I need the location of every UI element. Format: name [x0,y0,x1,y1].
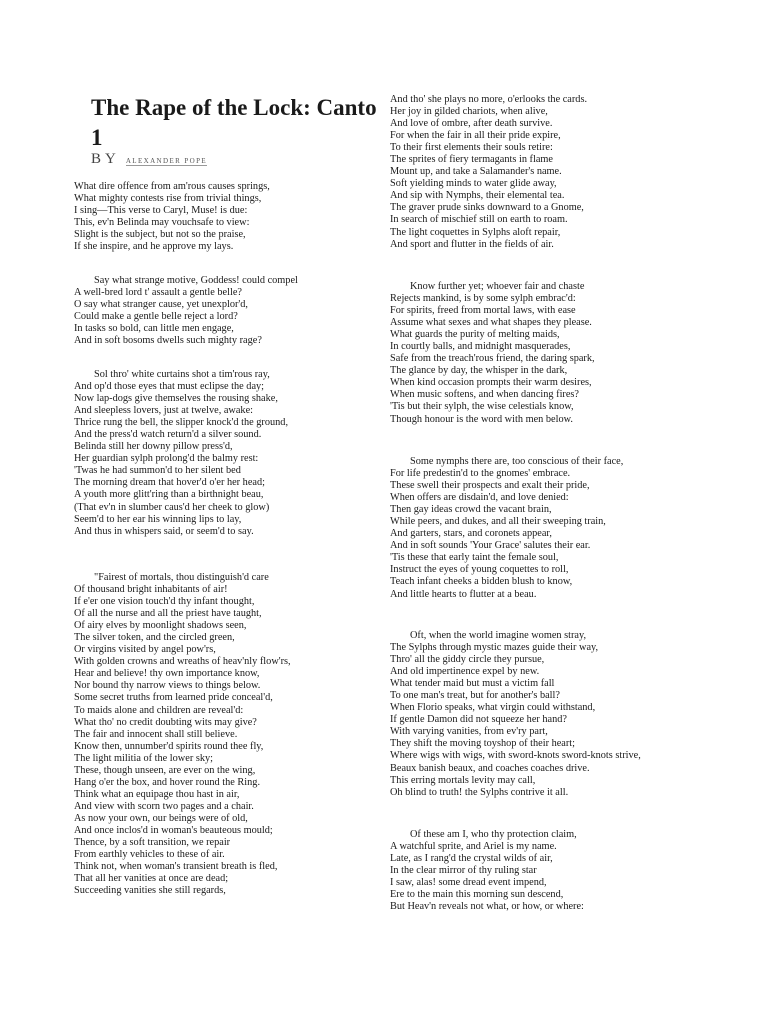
poem-line: These swell their prospects and exalt their pride, [390,480,590,492]
poem-line: Seem'd to her ear his winning lips to lay, [74,513,242,525]
poem-line: Rejects mankind, is by some sylph embrac'd: [390,293,576,305]
poem-line: While peers, and dukes, and all their sweeping train, [390,516,606,528]
poem-line: When kind occasion prompts their warm desires, [390,377,592,389]
poem-line: "Fairest of mortals, thou distinguish'd care [94,572,269,583]
poem-line: But Heav'n reveals not what, or how, or where: [390,901,584,913]
poem-line: From earthly vehicles to these of air. [74,849,225,861]
poem-line: Think what an equipage thou hast in air, [74,788,240,800]
stanza [74,369,374,538]
poem-line: In the clear mirror of thy ruling star [390,865,537,877]
poem-line: Thro' all the giddy circle they pursue, [390,654,545,666]
poem-line: Or virgins visited by angel pow'rs, [74,644,216,656]
poem-line: Her guardian sylph prolong'd the balmy rest: [74,453,259,465]
stanza [390,630,730,799]
poem-line: Her joy in gilded chariots, when alive, [390,106,548,118]
poem-line: I sing—This verse to Caryl, Muse! is due: [74,205,248,217]
poem-line: Succeeding vanities she still regards, [74,885,226,897]
poem-line: And sport and flutter in the fields of air. [390,238,554,250]
poem-line: To maids alone and children are reveal'd: [74,704,244,716]
poem-line: The light militia of the lower sky; [74,752,213,764]
poem-line: Hang o'er the box, and hover round the Ring. [74,776,261,788]
poem-line: O say what stranger cause, yet unexplor'd, [74,299,248,311]
poem-line: Beaux banish beaux, and coaches coaches drive. [390,762,590,774]
poem-line: Know then, unnumber'd spirits round thee fly, [74,740,264,752]
poem-line: And in soft bosoms dwells such mighty rage? [74,335,262,347]
poem-line: They shift the moving toyshop of their heart; [390,738,576,750]
poem-line: What mighty contests rise from trivial things, [74,193,262,205]
poem-line: And in soft sounds 'Your Grace' salutes their ear. [390,540,591,552]
poem-line: And love of ombre, after death survive. [390,118,553,130]
poem-line: And thus in whispers said, or seem'd to say. [74,525,254,537]
poem-line: The glance by day, the whisper in the dark, [390,365,568,377]
poem-line: 'Twas he had summon'd to her silent bed [74,465,241,477]
poem-line: And op'd those eyes that must eclipse the day; [74,381,265,393]
stanza [390,456,730,601]
poem-line: And little hearts to flutter at a beau. [390,588,537,600]
poem-line: And garters, stars, and coronets appear, [390,528,552,540]
poem-line: This, ev'n Belinda may vouchsafe to view: [74,217,250,229]
poem-line: Of thousand bright inhabitants of air! [74,584,228,596]
poem-line: 'Tis these that early taint the female soul, [390,552,559,564]
poem-line: Sol thro' white curtains shot a tim'rous ray, [94,369,270,380]
poem-line: I saw, alas! some dread event impend, [390,877,547,889]
poem-line: Assume what sexes and what shapes they please. [390,317,592,329]
poem-line: The fair and innocent shall still believe. [74,728,238,740]
poem-line: A youth more glitt'ring than a birthnight beau, [74,489,264,501]
poem-line: Know further yet; whoever fair and chaste [410,281,585,292]
poem-line: The morning dream that hover'd o'er her head; [74,477,265,489]
poem-line: What guards the purity of melting maids, [390,329,560,341]
poem-line: The sprites of fiery termagants in flame [390,154,553,166]
poem-line: Now lap-dogs give themselves the rousing shake, [74,393,278,405]
poem-line: And sleepless lovers, just at twelve, awake: [74,405,254,417]
poem-line: Though honour is the word with men below. [390,413,573,425]
poem-line: The light coquettes in Sylphs aloft repair, [390,226,561,238]
poem-line: Think not, when woman's transient breath is fled, [74,861,278,873]
poem-line: What tender maid but must a victim fall [390,678,555,690]
poem-line: When music softens, and when dancing fires? [390,389,580,401]
poem-line: For when the fair in all their pride expire, [390,130,561,142]
poem-line: Late, as I rang'd the crystal wilds of air, [390,853,553,865]
poem-line: The silver token, and the circled green, [74,632,235,644]
poem-line: Say what strange motive, Goddess! could compel [94,275,298,286]
poem-line: These, though unseen, are ever on the wing, [74,764,256,776]
poem-line: Of these am I, who thy protection claim, [410,829,577,840]
poem-title: The Rape of the Lock: Canto 1 [91,95,377,150]
poem-line: Then gay ideas crowd the vacant brain, [390,504,552,516]
poem-line: Some secret truths from learned pride conceal'd, [74,692,273,704]
poem-line: Instruct the eyes of young coquettes to roll, [390,564,569,576]
poem-line: 'Tis but their sylph, the wise celestials know, [390,401,574,413]
poem-line: And once inclos'd in woman's beauteous mould; [74,824,273,836]
poem-line: To one man's treat, but for another's ball? [390,690,560,702]
poem-line: If gentle Damon did not squeeze her hand? [390,714,567,726]
stanza [390,94,730,251]
poem-line: Thence, by a soft transition, we repair [74,837,231,849]
poem-line: For life predestin'd to the gnomes' embrace. [390,468,571,480]
poem-line: In search of mischief still on earth to roam. [390,214,568,226]
author-link[interactable]: ALEXANDER POPE [125,157,208,165]
stanza [74,572,374,897]
poem-line: And view with scorn two pages and a chair. [74,800,254,812]
poem-line: Ere to the main this morning sun descend, [390,889,564,901]
byline [91,150,207,168]
poem-line: Oh blind to truth! the Sylphs contrive it all. [390,786,569,798]
poem-line: In tasks so bold, can little men engage, [74,323,234,335]
poem-line: With varying vanities, from ev'ry part, [390,726,548,738]
poem-line: When offers are disdain'd, and love denied: [390,492,569,504]
poem-line: The Sylphs through mystic mazes guide their way, [390,642,599,654]
poem-line: Where wigs with wigs, with sword-knots sword-knots strive, [390,750,641,762]
poem-line: And sip with Nymphs, their elemental tea. [390,190,565,202]
poem-line: Some nymphs there are, too conscious of their face, [410,456,624,467]
stanza [74,181,374,253]
poem-line: And the press'd watch return'd a silver sound. [74,429,262,441]
poem-line: What tho' no credit doubting wits may give? [74,716,257,728]
poem-line: If e'er one vision touch'd thy infant thought, [74,596,255,608]
poem-line: A well-bred lord t' assault a gentle belle? [74,287,242,299]
poem-line: Soft yielding minds to water glide away, [390,178,557,190]
poem-line: This erring mortals levity may call, [390,774,536,786]
poem-line: And old impertinence expel by new. [390,666,540,678]
poem-line: (That ev'n in slumber caus'd her cheek to glow) [74,501,270,513]
byline-by: BY [91,151,120,167]
poem-line: In courtly balls, and midnight masquerades, [390,341,571,353]
poem-line: A watchful sprite, and Ariel is my name. [390,841,557,853]
poem-line: Oft, when the world imagine women stray, [410,630,587,641]
poem-line: Slight is the subject, but not so the praise, [74,229,246,241]
poem-line: Could make a gentle belle reject a lord? [74,311,238,323]
poem-line: Nor bound thy narrow views to things below. [74,680,261,692]
stanza [390,281,730,426]
poem-line: Of all the nurse and all the priest have taught, [74,608,262,620]
poem-line: Hear and believe! thy own importance know, [74,668,260,680]
poem-line: Belinda still her downy pillow press'd, [74,441,233,453]
poem-line: Of airy elves by moonlight shadows seen, [74,620,247,632]
poem-line: And tho' she plays no more, o'erlooks the cards. [390,94,588,105]
poem-line: As now your own, our beings were of old, [74,812,248,824]
poem-line: What dire offence from am'rous causes springs, [74,181,270,192]
stanza [390,829,730,913]
poem-line: Teach infant cheeks a bidden blush to know, [390,576,573,588]
poem-line: That all her vanities at once are dead; [74,873,229,885]
poem-line: To their first elements their souls retire: [390,142,553,154]
poem-line: Thrice rung the bell, the slipper knock'd the ground, [74,417,289,429]
poem-line: If she inspire, and he approve my lays. [74,241,234,253]
poem-line: The graver prude sinks downward to a Gnome, [390,202,584,214]
poem-line: Safe from the treach'rous friend, the daring spark, [390,353,595,365]
poem-line: With golden crowns and wreaths of heav'nly flow'rs, [74,656,291,668]
stanza [74,275,374,347]
poem-line: When Florio speaks, what virgin could withstand, [390,702,596,714]
poem-line: For spirits, freed from mortal laws, with ease [390,305,576,317]
poem-line: Mount up, and take a Salamander's name. [390,166,562,178]
